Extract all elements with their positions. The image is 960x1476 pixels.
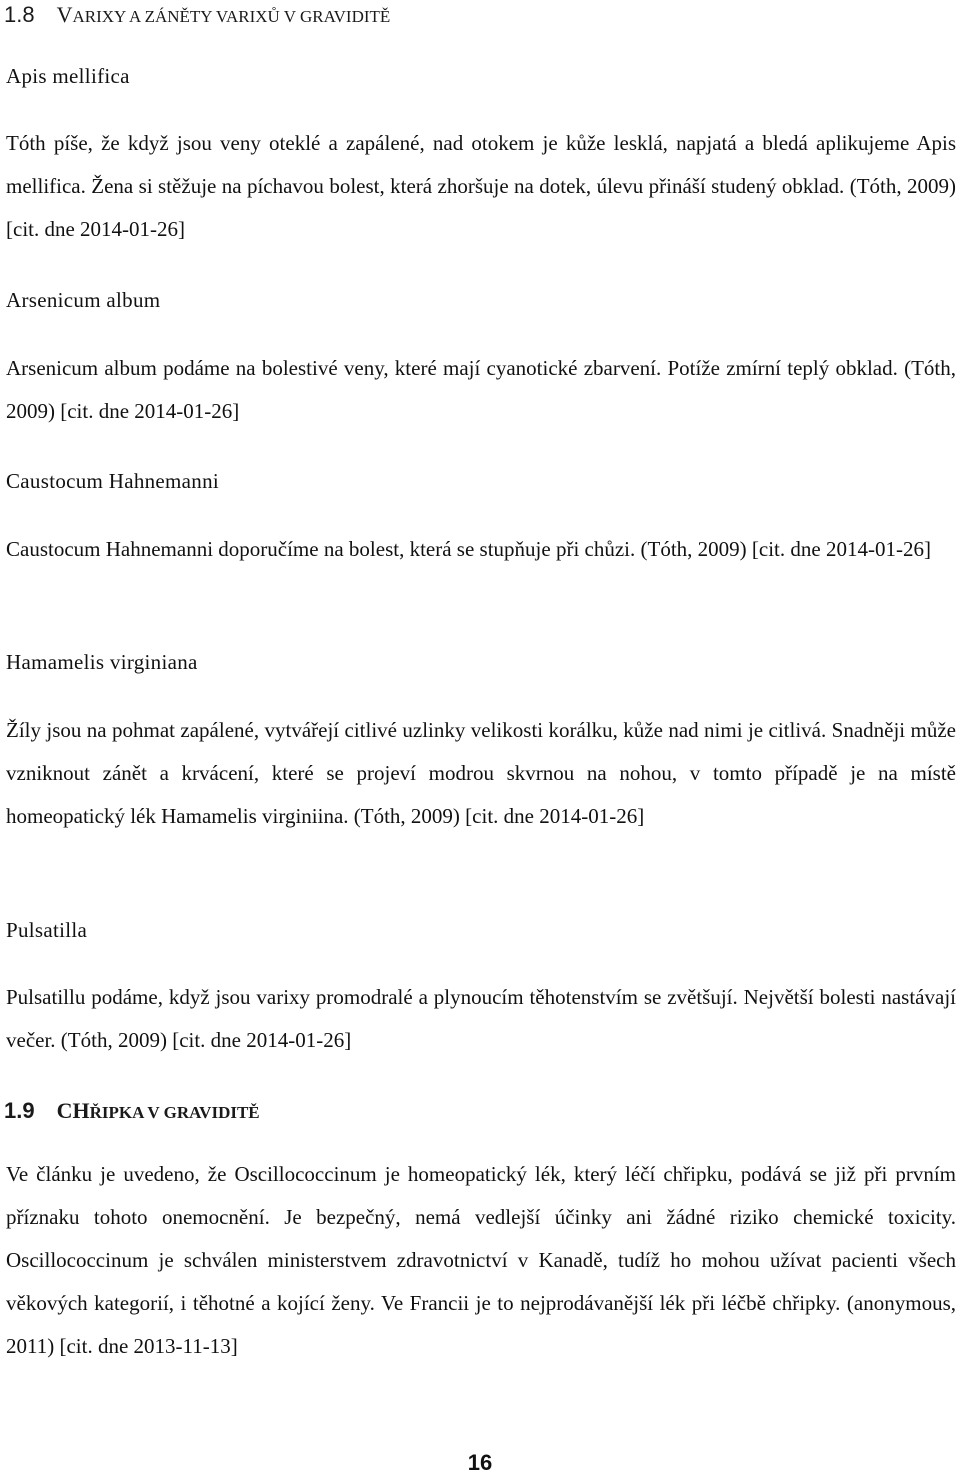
section-paragraph-1-9: Ve článku je uvedeno, že Oscillococcinum je homeopatický lék, který léčí chřipku, podává se již při prvním příznaku tohoto onemocnění. Je bezpečný, nemá vedlejší účinky ani žádné riziko chemické toxicity. Oscillococcinum je schválen ministerstvem zdravotnictví v Kanadě, tudíž ho mohou užívat pacienti všech věkových kategorií, i těhotné a kojící ženy. Ve Francii je to nejprodávanější lék při léčbě chřipky. (anonymous, 2011) [cit. dne 2013-11-13]	[6, 1162, 956, 1358]
section-number: 1.8	[4, 2, 35, 27]
section-heading-1-9	[4, 1098, 954, 1124]
remedy-paragraph-apis: Tóth píše, že když jsou veny oteklé a zapálené, nad otokem je kůže lesklá, napjatá a bledá aplikujeme Apis mellifica. Žena si stěžuje na píchavou bolest, která zhoršuje na dotek, úlevu přináší studený obklad. (Tóth, 2009) [cit. dne 2014-01-26]	[6, 131, 956, 241]
remedy-heading-arsenicum: Arsenicum album	[6, 288, 161, 312]
section-title: CHŘIPKA V GRAVIDITĚ	[56, 1098, 260, 1123]
remedy-paragraph-hamamelis: Žíly jsou na pohmat zapálené, vytvářejí citlivé uzlinky velikosti korálku, kůže nad nimi je citlivá. Snadněji může vzniknout zánět a krvácení, které se projeví modrou skvrnou na nohou, v tomto případě je na místě homeopatický lék Hamamelis virginiina. (Tóth, 2009) [cit. dne 2014-01-26]	[6, 718, 956, 828]
remedy-heading-pulsatilla: Pulsatilla	[6, 918, 88, 942]
remedy-paragraph-pulsatilla: Pulsatillu podáme, když jsou varixy promodralé a plynoucím těhotenstvím se zvětšují. Největší bolesti nastávají večer. (Tóth, 2009) [cit. dne 2014-01-26]	[6, 985, 956, 1052]
remedy-paragraph-arsenicum: Arsenicum album podáme na bolestivé veny, které mají cyanotické zbarvení. Potíže zmírní teplý obklad. (Tóth, 2009) [cit. dne 2014-01-26]	[6, 356, 956, 423]
remedy-heading-caustocum: Caustocum Hahnemanni	[6, 469, 220, 493]
remedy-paragraph-caustocum: Caustocum Hahnemanni doporučíme na bolest, která se stupňuje při chůzi. (Tóth, 2009) [cit. dne 2014-01-26]	[6, 537, 931, 561]
section-title: VARIXY A ZÁNĚTY VARIXŮ V GRAVIDITĚ	[56, 2, 391, 27]
remedy-heading-apis: Apis mellifica	[6, 64, 130, 88]
remedy-heading-hamamelis: Hamamelis virginiana	[6, 650, 198, 674]
page-number: 16	[467, 1450, 493, 1475]
section-heading-1-8	[4, 2, 954, 28]
section-number: 1.9	[4, 1098, 35, 1123]
